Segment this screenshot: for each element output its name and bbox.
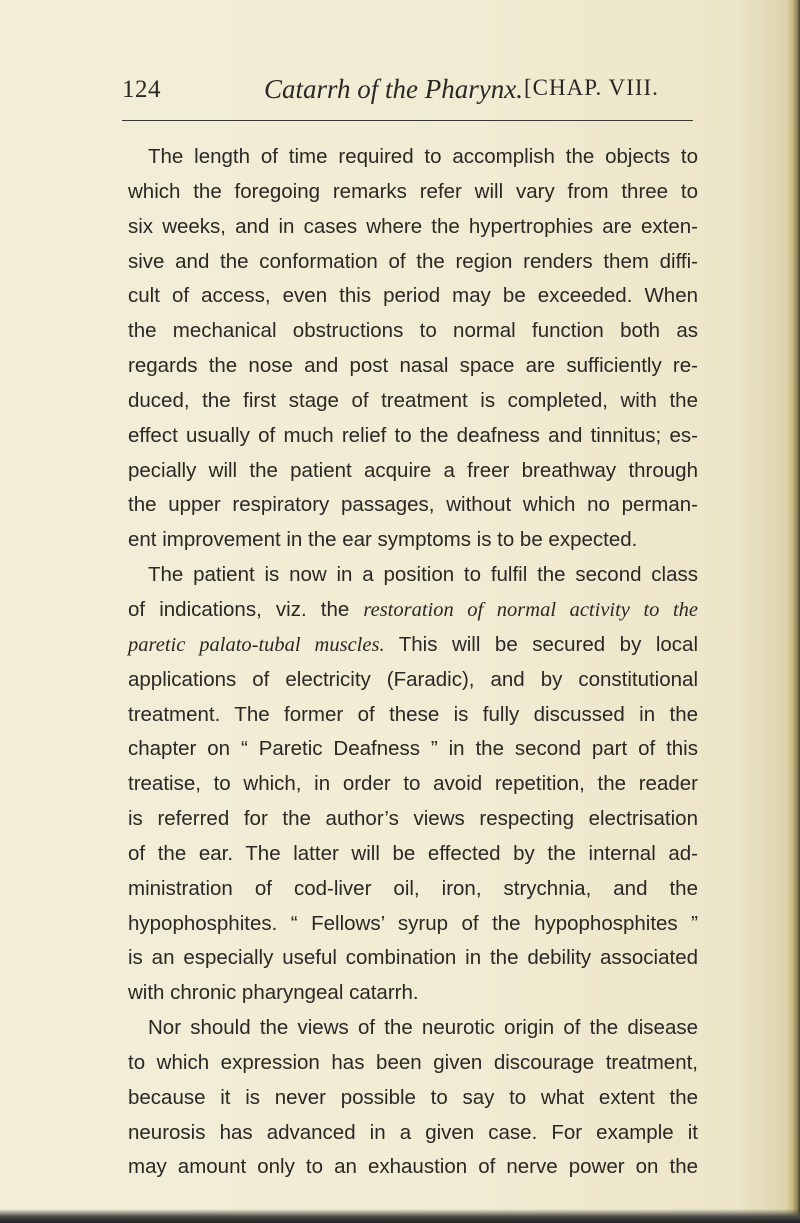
text-line: The patient is now in a position to fulfil the second class bbox=[148, 563, 698, 587]
italic-phrase: paretic palato-tubal muscles. bbox=[128, 633, 385, 656]
text-line: to which expression has been given discourage treatment, bbox=[128, 1050, 698, 1074]
text-line bbox=[128, 593, 698, 628]
header-rule bbox=[122, 120, 693, 121]
text-line: chapter on “ Paretic Deafness ” in the second part of this bbox=[128, 737, 698, 761]
text-line: may amount only to an exhaustion of nerve power on the bbox=[128, 1155, 698, 1179]
body-text bbox=[128, 140, 698, 1185]
text-line: treatment. The former of these is fully discussed in the bbox=[128, 702, 698, 726]
text-line: the upper respiratory passages, without which no perman- bbox=[128, 493, 698, 517]
text-line: treatise, to which, in order to avoid repetition, the reader bbox=[128, 772, 698, 796]
text-line: is an especially useful combination in the debility associated bbox=[128, 946, 698, 970]
page-number: 124 bbox=[122, 76, 161, 103]
text-line: applications of electricity (Faradic), and by constitutional bbox=[128, 667, 698, 691]
text-line: with chronic pharyngeal catarrh. bbox=[128, 981, 419, 1005]
text-line: of the ear. The latter will be effected by the internal ad- bbox=[128, 841, 698, 865]
text-line: duced, the first stage of treatment is completed, with the bbox=[128, 388, 698, 412]
text-line: because it is never possible to say to what extent the bbox=[128, 1085, 698, 1109]
text-line bbox=[128, 628, 698, 663]
text-line: The length of time required to accomplish the objects to bbox=[148, 145, 698, 168]
text-line: sive and the conformation of the region renders them diffi- bbox=[128, 249, 698, 273]
text-line: ministration of cod-liver oil, iron, strychnia, and the bbox=[128, 876, 698, 900]
text-line: hypophosphites. “ Fellows’ syrup of the hypophosphites ” bbox=[128, 911, 698, 935]
text-line: six weeks, and in cases where the hypertrophies are exten- bbox=[128, 214, 698, 238]
running-header bbox=[122, 74, 692, 114]
text-line: effect usually of much relief to the deafness and tinnitus; es- bbox=[128, 423, 698, 447]
italic-phrase: restoration of normal activity to the bbox=[363, 598, 698, 621]
running-title: Catarrh of the Pharynx. bbox=[264, 74, 523, 104]
text-line: pecially will the patient acquire a freer breathway through bbox=[128, 458, 698, 482]
scan-bottom-edge bbox=[0, 1209, 800, 1223]
text-line: neurosis has advanced in a given case. For example it bbox=[128, 1120, 698, 1144]
page-edge-shadow bbox=[786, 0, 800, 1223]
text-line: ent improvement in the ear symptoms is to be expected. bbox=[128, 528, 638, 552]
text-line: which the foregoing remarks refer will vary from three to bbox=[128, 179, 698, 203]
chapter-reference: [CHAP. VIII. bbox=[524, 75, 659, 100]
text-line: regards the nose and post nasal space are sufficiently re- bbox=[128, 354, 698, 378]
text-line: cult of access, even this period may be exceeded. When bbox=[128, 284, 698, 308]
text-segment: of indications, viz. the bbox=[128, 597, 364, 621]
text-segment: This will be secured by local bbox=[384, 632, 698, 656]
text-line: Nor should the views of the neurotic origin of the disease bbox=[148, 1016, 698, 1040]
text-line: the mechanical obstructions to normal function both as bbox=[128, 319, 698, 343]
text-line: is referred for the author’s views respecting electrisation bbox=[128, 807, 698, 831]
